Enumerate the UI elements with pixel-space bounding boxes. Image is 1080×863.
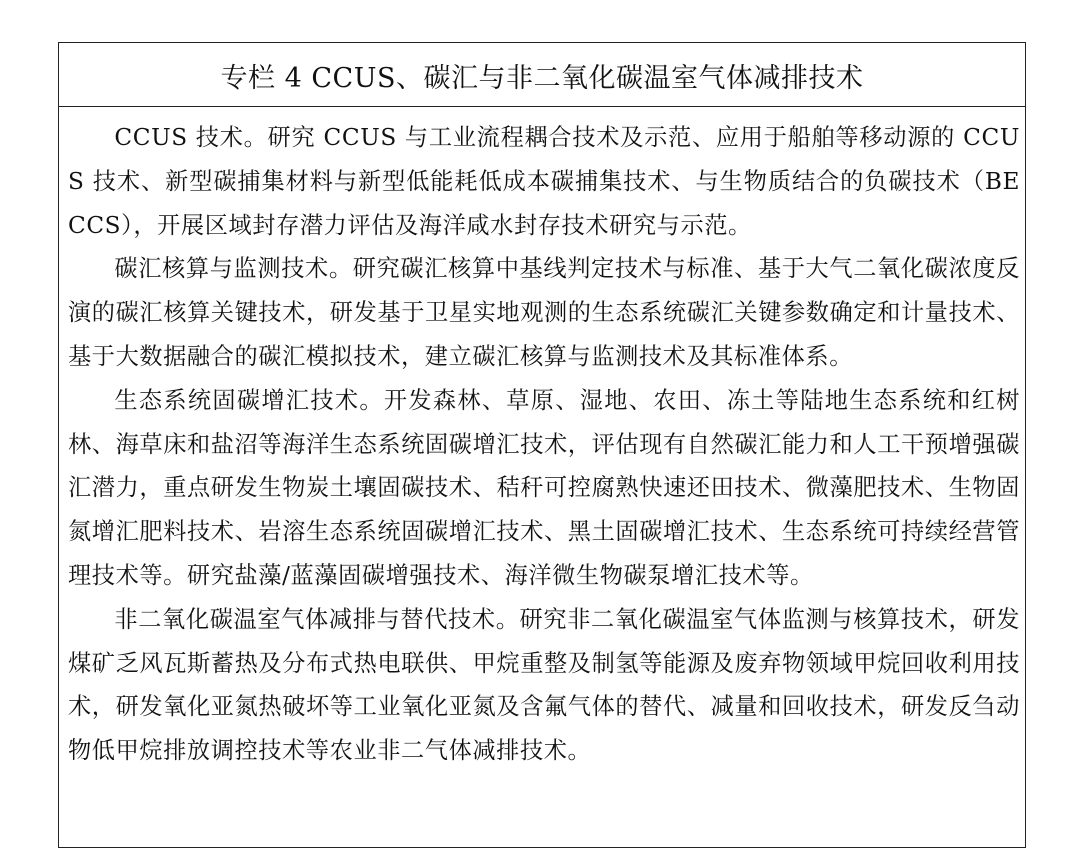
paragraph-carbon-sink-accounting: 碳汇核算与监测技术。研究碳汇核算中基线判定技术与标准、基于大气二氧化碳浓度反演的碳汇核算关键技术，研发基于卫星实地观测的生态系统碳汇关键参数确定和计量技术、基于大数据融合的碳汇模拟技术，建立碳汇核算与监测技术及其标准体系。 [68,255,1020,370]
column-body [59,107,1025,773]
paragraph-ccus: CCUS 技术。研究 CCUS 与工业流程耦合技术及示范、应用于船舶等移动源的 CCUS 技术、新型碳捕集材料与新型低能耗低成本碳捕集技术、与生物质结合的负碳技术（BECCS），开展区域封存潜力评估及海洋咸水封存技术研究与示范。 [68,124,1020,239]
column-title: 专栏 4 CCUS、碳汇与非二氧化碳温室气体减排技术 [59,43,1025,107]
paragraph-non-co2-ghg-reduction: 非二氧化碳温室气体减排与替代技术。研究非二氧化碳温室气体监测与核算技术，研发煤矿乏风瓦斯蓄热及分布式热电联供、甲烷重整及制氢等能源及废弃物领域甲烷回收利用技术，研发氧化亚氮热破坏等工业氧化亚氮及含氟气体的替代、减量和回收技术，研发反刍动物低甲烷排放调控技术等农业非二气体减排技术。 [68,605,1020,765]
column-box [58,42,1026,848]
paragraph-ecosystem-carbon-sequestration: 生态系统固碳增汇技术。开发森林、草原、湿地、农田、冻土等陆地生态系统和红树林、海草床和盐沼等海洋生态系统固碳增汇技术，评估现有自然碳汇能力和人工干预增强碳汇潜力，重点研发生物炭土壤固碳技术、秸秆可控腐熟快速还田技术、微藻肥技术、生物固氮增汇肥料技术、岩溶生态系统固碳增汇技术、黑土固碳增汇技术、生态系统可持续经营管理技术等。研究盐藻/蓝藻固碳增强技术、海洋微生物碳泵增汇技术等。 [68,386,1020,589]
